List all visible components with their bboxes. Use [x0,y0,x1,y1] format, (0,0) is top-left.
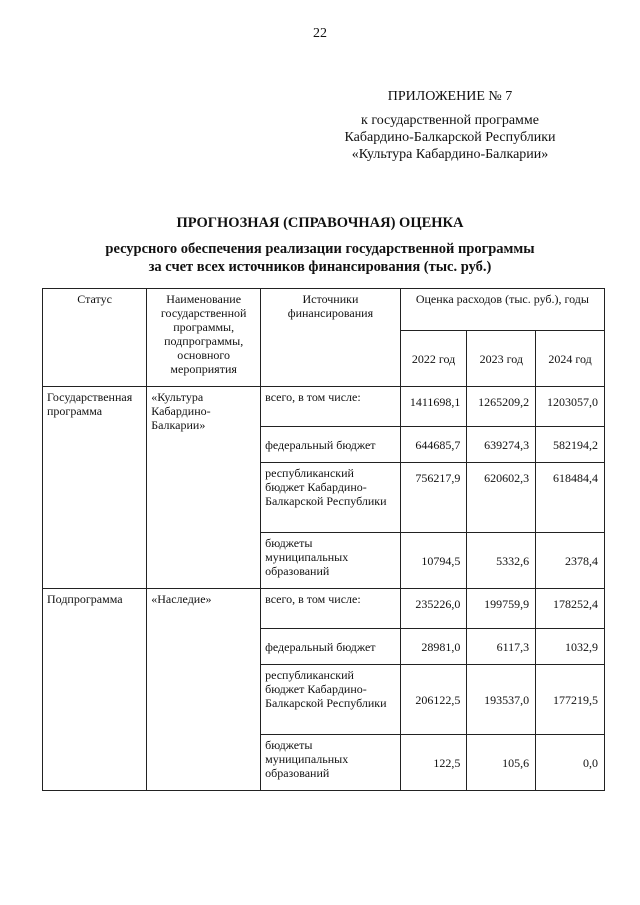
source-cell: всего, в том числе: [261,589,401,629]
appendix-title: ПРИЛОЖЕНИЕ № 7 [387,89,513,104]
appendix-line: Кабардино-Балкарской Республики [344,130,556,145]
value-cell: 28981,0 [400,629,467,665]
header-year: 2023 год [467,331,536,387]
table-row [43,589,605,629]
value-cell: 122,5 [400,735,467,791]
appendix-line: к государственной программе [361,113,539,128]
appendix-line: «Культура Кабардино-Балкарии» [351,147,549,162]
source-cell: республиканский бюджет Кабардино-Балкарской Республики [261,463,401,533]
program-name-cell: «Культура Кабардино-Балкарии» [147,387,261,589]
source-cell: федеральный бюджет [261,427,401,463]
value-cell: 177219,5 [536,665,605,735]
value-cell: 199759,9 [467,589,536,629]
value-cell: 639274,3 [467,427,536,463]
value-cell: 235226,0 [400,589,467,629]
value-cell: 1032,9 [536,629,605,665]
header-status: Статус [43,289,147,387]
value-cell: 1411698,1 [400,387,467,427]
status-cell: Подпрограмма [43,589,147,791]
value-cell: 105,6 [467,735,536,791]
status-cell: Государственная программа [43,387,147,589]
page-number: 22 [313,26,327,41]
heading-subtitle-line: ресурсного обеспечения реализации государственной программы [105,241,535,257]
header-estimate: Оценка расходов (тыс. руб.), годы [400,289,604,331]
value-cell: 1265209,2 [467,387,536,427]
value-cell: 5332,6 [467,533,536,589]
value-cell: 6117,3 [467,629,536,665]
value-cell: 193537,0 [467,665,536,735]
value-cell: 618484,4 [536,463,605,533]
header-sources: Источники финансирования [261,289,401,387]
source-cell: федеральный бюджет [261,629,401,665]
heading-title: ПРОГНОЗНАЯ (СПРАВОЧНАЯ) ОЦЕНКА [176,215,464,231]
source-cell: бюджеты муниципальных образований [261,533,401,589]
value-cell: 178252,4 [536,589,605,629]
value-cell: 644685,7 [400,427,467,463]
header-year: 2022 год [400,331,467,387]
program-name-cell: «Наследие» [147,589,261,791]
source-cell: всего, в том числе: [261,387,401,427]
value-cell: 206122,5 [400,665,467,735]
resource-table [42,288,605,791]
table-row [43,387,605,427]
source-cell: республиканский бюджет Кабардино-Балкарской Республики [261,665,401,735]
value-cell: 2378,4 [536,533,605,589]
value-cell: 756217,9 [400,463,467,533]
appendix-block [300,88,600,163]
document-heading [0,214,640,276]
header-name: Наименование государственной программы, подпрограммы, основного мероприятия [147,289,261,387]
value-cell: 1203057,0 [536,387,605,427]
value-cell: 10794,5 [400,533,467,589]
value-cell: 582194,2 [536,427,605,463]
header-year: 2024 год [536,331,605,387]
heading-subtitle-line: за счет всех источников финансирования (тыс. руб.) [148,259,492,275]
source-cell: бюджеты муниципальных образований [261,735,401,791]
value-cell: 0,0 [536,735,605,791]
value-cell: 620602,3 [467,463,536,533]
